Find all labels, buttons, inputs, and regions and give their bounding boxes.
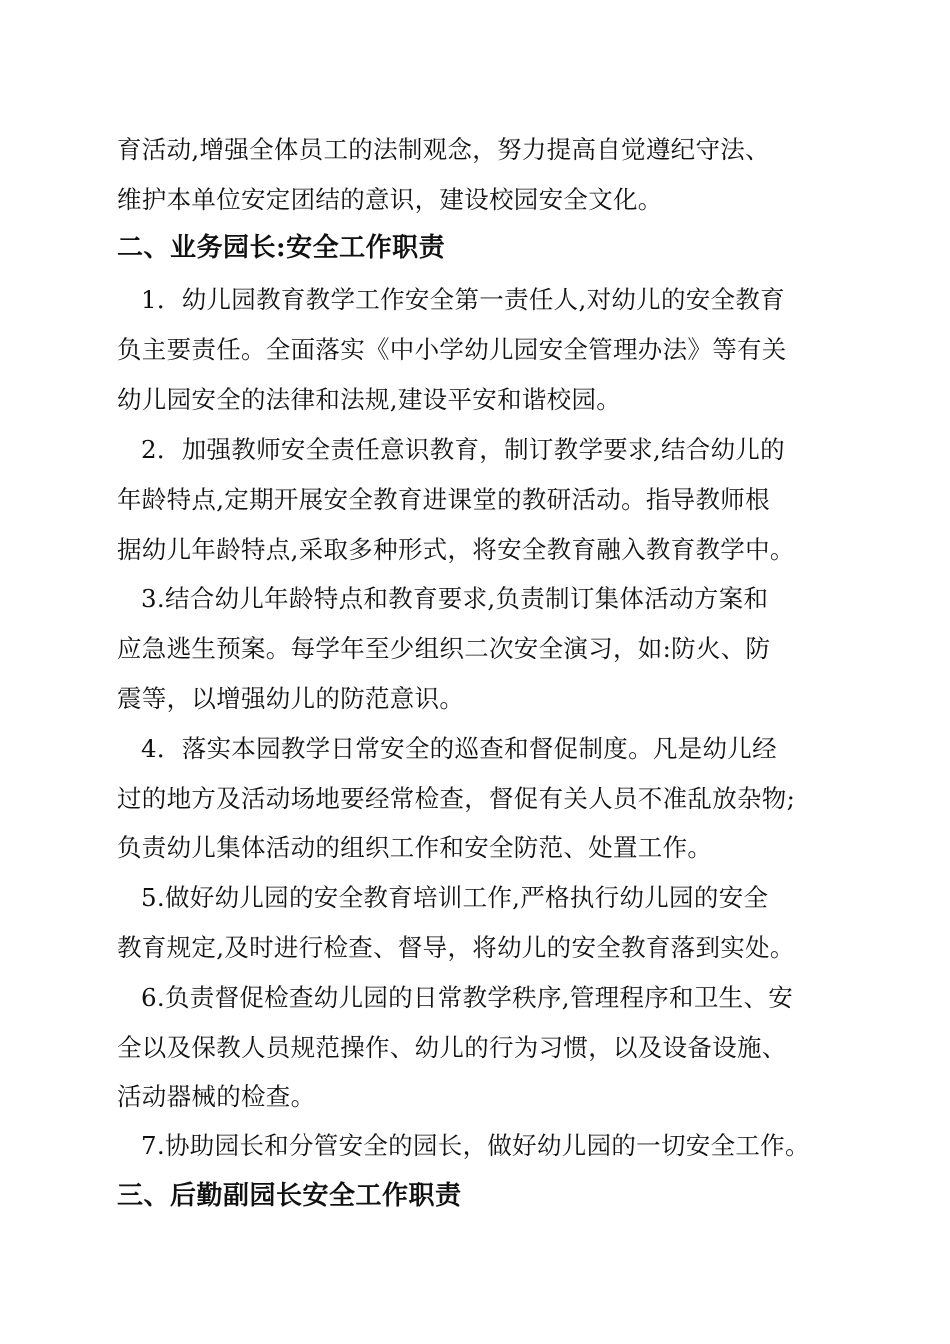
paragraph-line: 2．加强教师安全责任意识教育，制订教学要求,结合幼儿的 <box>141 435 785 464</box>
paragraph-line: 震等，以增强幼儿的防范意识。 <box>117 684 465 713</box>
paragraph-line: 3.结合幼儿年龄特点和教育要求,负责制订集体活动方案和 <box>141 584 769 613</box>
paragraph-line: 过的地方及活动场地要经常检查，督促有关人员不准乱放杂物; <box>117 784 796 813</box>
paragraph-line: 育活动,增强全体员工的法制观念，努力提高自觉遵纪守法、 <box>117 135 770 164</box>
paragraph-line: 6.负责督促检查幼儿园的日常教学秩序,管理程序和卫生、安 <box>141 983 794 1012</box>
paragraph-line: 据幼儿年龄特点,采取多种形式，将安全教育融入教育教学中。 <box>117 535 795 564</box>
paragraph-line: 负责幼儿集体活动的组织工作和安全防范、处置工作。 <box>117 833 713 862</box>
section-heading: 三、后勤副园长安全工作职责 <box>117 1181 462 1211</box>
paragraph-line: 年龄特点,定期开展安全教育进课堂的教研活动。指导教师根 <box>117 485 770 514</box>
paragraph-line: 1．幼儿园教育教学工作安全第一责任人,对幼儿的安全教育 <box>141 285 785 314</box>
paragraph-line: 活动器械的检查。 <box>117 1082 316 1111</box>
paragraph-line: 维护本单位安定团结的意识，建设校园安全文化。 <box>117 185 663 214</box>
paragraph-line: 应急逃生预案。每学年至少组织二次安全演习，如:防火、防 <box>117 634 771 663</box>
paragraph-line: 教育规定,及时进行检查、督导，将幼儿的安全教育落到实处。 <box>117 933 795 962</box>
paragraph-line: 5.做好幼儿园的安全教育培训工作,严格执行幼儿园的安全 <box>141 883 769 912</box>
paragraph-line: 全以及保教人员规范操作、幼儿的行为习惯，以及设备设施、 <box>117 1033 787 1062</box>
paragraph-line: 负主要责任。全面落实《中小学幼儿园安全管理办法》等有关 <box>117 335 787 364</box>
paragraph-line: 7.协助园长和分管安全的园长，做好幼儿园的一切安全工作。 <box>141 1131 810 1160</box>
paragraph-line: 4．落实本园教学日常安全的巡查和督促制度。凡是幼儿经 <box>141 734 777 763</box>
paragraph-line: 幼儿园安全的法律和法规,建设平安和谐校园。 <box>117 385 622 414</box>
section-heading: 二、业务园长:安全工作职责 <box>117 233 446 263</box>
